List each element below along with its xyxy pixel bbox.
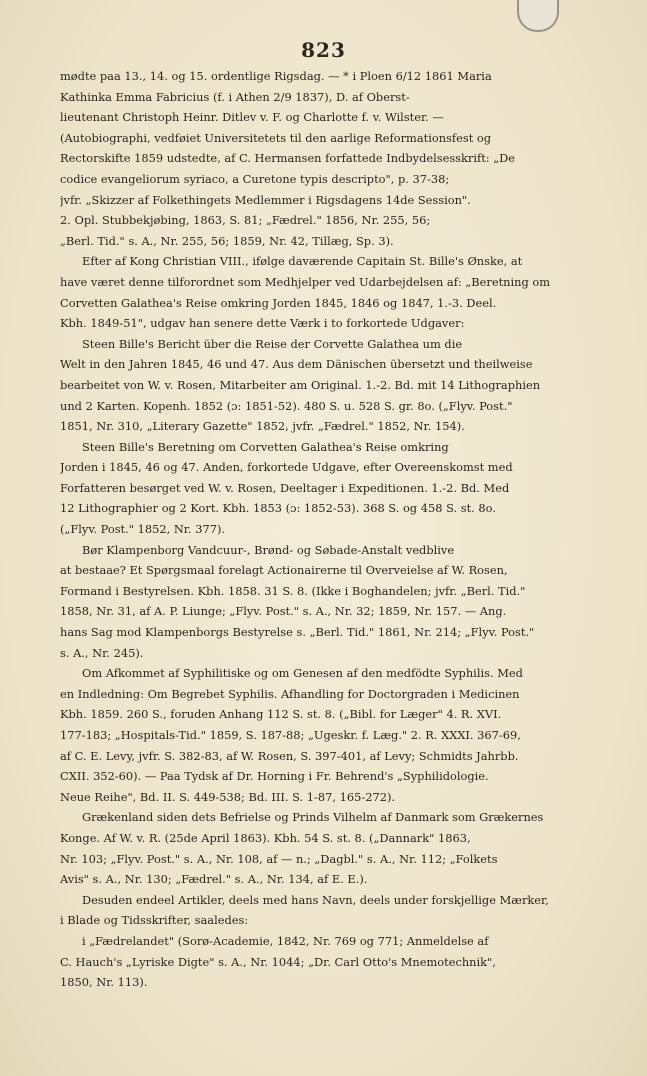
text-line: mødte paa 13., 14. og 15. ordentlige Rigsdag. — * i Ploen 6/12 1861 Maria bbox=[60, 69, 492, 83]
paragraph bbox=[60, 540, 588, 664]
text-line: jvfr. „Skizzer af Folkethingets Medlemmer i Rigsdagens 14de Session". bbox=[60, 192, 471, 207]
text-line: codice evangeliorum syriaco, a Curetone typis descripto", p. 37-38; bbox=[60, 171, 450, 186]
text-line: Desuden endeel Artikler, deels med hans Navn, deels under forskjellige Mærker, bbox=[82, 892, 549, 907]
paragraph bbox=[60, 931, 588, 993]
text-line: Corvetten Galathea's Reise omkring Jorden 1845, 1846 og 1847, 1.-3. Deel. bbox=[60, 295, 497, 310]
text-line: Efter af Kong Christian VIII., ifølge daværende Capitain St. Bille's Ønske, at bbox=[82, 254, 523, 269]
text-line: 12 Lithographier og 2 Kort. Kbh. 1853 (ɔ: 1852-53). 368 S. og 458 S. st. 8o. bbox=[60, 501, 496, 516]
text-line: Forfatteren besørget ved W. v. Rosen, Deeltager i Expeditionen. 1.-2. Bd. Med bbox=[60, 480, 510, 495]
text-line: 177-183; „Hospitals-Tid." 1859, S. 187-88; „Ugeskr. f. Læg." 2. R. XXXI. 367-69, bbox=[60, 728, 521, 742]
text-line: Steen Bille's Beretning om Corvetten Galathea's Reise omkring bbox=[82, 439, 449, 454]
text-line: af C. E. Levy, jvfr. S. 382-83, af W. Rosen, S. 397-401, af Levy; Schmidts Jahrbb. bbox=[60, 748, 519, 763]
text-line: Grækenland siden dets Befrielse og Prinds Vilhelm af Danmark som Grækernes bbox=[82, 810, 544, 825]
text-line: Om Afkommet af Syphilitiske og om Genesen af den medfödte Syphilis. Med bbox=[82, 666, 523, 681]
text-line: Formand i Bestyrelsen. Kbh. 1858. 31 S. 8. (Ikke i Boghandelen; jvfr. „Berl. Tid." bbox=[60, 583, 526, 598]
page-number: 823 bbox=[301, 38, 346, 62]
text-line: i Blade og Tidsskrifter, saaledes: bbox=[60, 913, 249, 928]
text-line: Avis" s. A., Nr. 130; „Fædrel." s. A., Nr. 134, af E. E.). bbox=[60, 872, 368, 887]
body-text bbox=[60, 66, 588, 993]
text-line: Nr. 103; „Flyv. Post." s. A., Nr. 108, af — n.; „Dagbl." s. A., Nr. 112; „Folkets bbox=[60, 851, 498, 866]
text-line: Rectorskifte 1859 udstedte, af C. Hermansen forfattede Indbydelsesskrift: „De bbox=[60, 151, 516, 166]
text-line: Bør Klampenborg Vandcuur-, Brønd- og Søbade-Anstalt vedblive bbox=[82, 542, 455, 557]
text-line: („Flyv. Post." 1852, Nr. 377). bbox=[60, 522, 226, 537]
text-line: Kathinka Emma Fabricius (f. i Athen 2/9 1837), D. af Oberst- bbox=[60, 89, 410, 104]
text-line: „Berl. Tid." s. A., Nr. 255, 56; 1859, Nr. 42, Tillæg, Sp. 3). bbox=[60, 233, 394, 248]
text-line: (Autobiographi, vedføiet Universitetets til den aarlige Reformationsfest og bbox=[60, 130, 492, 145]
text-line: Kbh. 1859. 260 S., foruden Anhang 112 S. st. 8. („Bibl. for Læger" 4. R. XVI. bbox=[60, 707, 502, 722]
text-line: at bestaae? Et Spørgsmaal forelagt Actionairerne til Overveielse af W. Rosen, bbox=[60, 563, 508, 578]
paragraph bbox=[60, 890, 588, 931]
text-line: Neue Reihe", Bd. II. S. 449-538; Bd. III. S. 1-87, 165-272). bbox=[60, 789, 396, 804]
text-line: en Indledning: Om Begrebet Syphilis. Afhandling for Doctorgraden i Medicinen bbox=[60, 686, 520, 701]
text-line: s. A., Nr. 245). bbox=[60, 645, 144, 660]
text-line: bearbeitet von W. v. Rosen, Mitarbeiter am Original. 1.-2. Bd. mit 14 Lithographien bbox=[60, 377, 541, 392]
text-line: 1850, Nr. 113). bbox=[60, 975, 148, 990]
text-line: und 2 Karten. Kopenh. 1852 (ɔ: 1851-52). 480 S. u. 528 S. gr. 8o. („Flyv. Post." bbox=[60, 398, 513, 413]
text-line: C. Hauch's „Lyriske Digte" s. A., Nr. 1044; „Dr. Carl Otto's Mnemotechnik", bbox=[60, 954, 496, 969]
text-line: have været denne tilforordnet som Medhjelper ved Udarbejdelsen af: „Beretning om bbox=[60, 274, 551, 289]
text-line: i „Fædrelandet" (Sorø-Academie, 1842, Nr. 769 og 771; Anmeldelse af bbox=[82, 933, 489, 948]
text-line: lieutenant Christoph Heinr. Ditlev v. F. og Charlotte f. v. Wilster. — bbox=[60, 110, 444, 125]
paragraph bbox=[60, 334, 588, 437]
text-line: CXII. 352-60). — Paa Tydsk af Dr. Horning i Fr. Behrend's „Syphilidologie. bbox=[60, 769, 489, 784]
text-line: Welt in den Jahren 1845, 46 und 47. Aus dem Dänischen übersetzt und theilweise bbox=[60, 357, 533, 372]
text-line: 1851, Nr. 310, „Literary Gazette" 1852, jvfr. „Fædrel." 1852, Nr. 154). bbox=[60, 419, 465, 434]
paragraph bbox=[60, 251, 588, 333]
text-line: 1858, Nr. 31, af A. P. Liunge; „Flyv. Post." s. A., Nr. 32; 1859, Nr. 157. — Ang. bbox=[60, 604, 507, 619]
paragraph bbox=[60, 437, 588, 540]
text-line: hans Sag mod Klampenborgs Bestyrelse s. „Berl. Tid." 1861, Nr. 214; „Flyv. Post." bbox=[60, 625, 535, 640]
text-line: 2. Opl. Stubbekjøbing, 1863, S. 81; „Fædrel." 1856, Nr. 255, 56; bbox=[60, 213, 431, 228]
paragraph bbox=[60, 66, 588, 251]
text-line: Kbh. 1849-51", udgav han senere dette Værk i to forkortede Udgaver: bbox=[60, 316, 465, 331]
text-line: Steen Bille's Bericht über die Reise der Corvette Galathea um die bbox=[82, 336, 463, 351]
text-line: Konge. Af W. v. R. (25de April 1863). Kbh. 54 S. st. 8. („Dannark" 1863, bbox=[60, 830, 471, 845]
page-edge-tab bbox=[517, 0, 559, 32]
paragraph bbox=[60, 807, 588, 889]
text-line: Jorden i 1845, 46 og 47. Anden, forkortede Udgave, efter Overeenskomst med bbox=[60, 460, 513, 475]
paragraph bbox=[60, 663, 588, 807]
